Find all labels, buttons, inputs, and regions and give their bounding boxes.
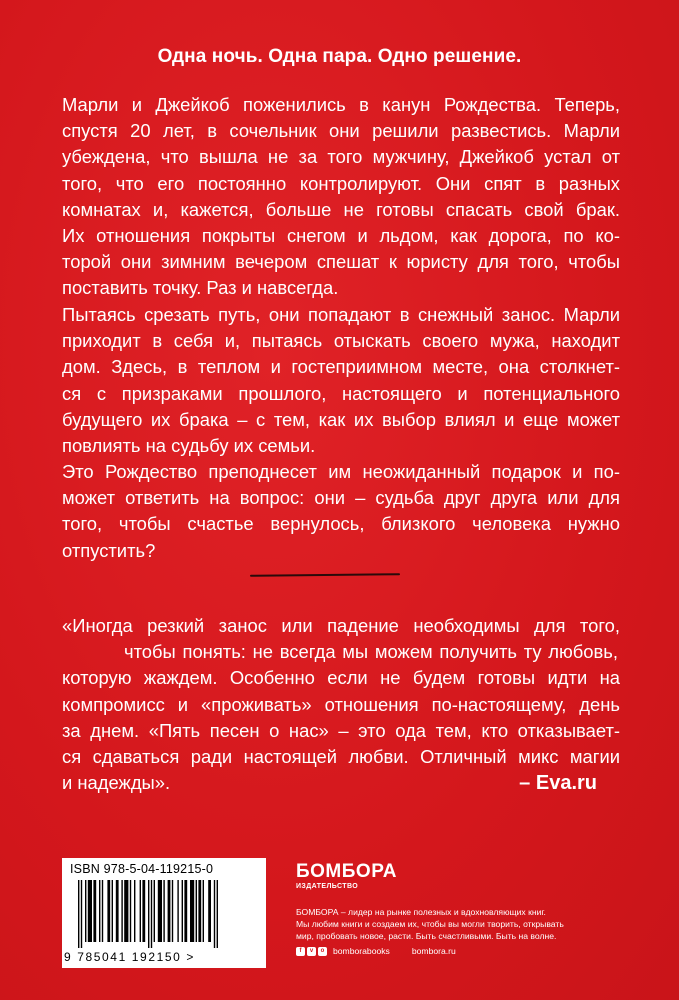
barcode-bar [142,880,145,942]
barcode-bar [198,880,201,942]
barcode-bar [172,880,173,942]
social-icon[interactable]: o [318,947,327,956]
barcode-bar [121,880,122,942]
barcode-bar [134,880,135,942]
social-icons [296,947,327,956]
barcode-bar [140,880,141,942]
synopsis-paragraph-2 [62,302,620,459]
text-line: ся сдаваться ради настоящей любви. Отличный микс магии [62,746,620,768]
barcode-bar [107,880,110,942]
synopsis-paragraph-3 [62,459,620,564]
text-line: того, чтобы счастье вернулось, близкого человека нужно [62,513,620,535]
text-line: дом. Здесь, в теплом и гостеприимном месте, она столкнет- [62,356,620,378]
text-line: Мы любим книги и создаем их, чтобы вы могли творить, открывать [296,919,564,929]
text-line: комнатах и, кажется, больше не готовы спасать свой брак. [62,198,620,220]
text-line: поставить точку. Раз и навсегда. [62,277,339,299]
text-line: ся с призраками прошлого, настоящего и потенциального [62,382,620,404]
barcode-bar [99,880,100,942]
barcode-bar [217,880,218,948]
text-line: будущего их брака – с тем, как их выбор влиял и еще может [62,408,620,430]
barcode-bar [112,880,113,942]
text-line: того, что его постоянно контролируют. Они спят в разных [62,172,620,194]
barcode-bar [88,880,92,942]
barcode-bar [116,880,119,942]
text-line: БОМБОРА – лидер на рынке полезных и вдохновляющих книг. [296,907,546,917]
barcode-bar [81,880,82,948]
publisher-description [296,906,626,942]
barcode-bar [190,880,194,942]
headline: Одна ночь. Одна пара. Одно решение. [157,46,522,67]
publisher-logo: БОМБОРА [296,861,397,882]
barcode-bar [102,880,103,942]
barcode-digits: 9 785041 192150 > [64,950,195,964]
review-quote [62,613,620,796]
text-line: может ответить на вопрос: они – судьба друг друга или для [62,487,620,509]
barcode-bar [177,880,178,942]
text-line: спустя 20 лет, в сочельник они решили развестись. Марли [62,120,620,142]
barcode-bar [93,880,96,942]
publisher-subtitle: ИЗДАТЕЛЬСТВО [296,883,359,890]
text-line: повлиять на судьбу их семьи. [62,435,316,457]
text-line: Марли и Джейкоб поженились в канун Рождества. Теперь, [62,94,620,115]
text-line: компромисс и «проживать» отношения по-настоящему, день [62,693,620,715]
text-line: Пытаясь срезать путь, они попадают в снежный занос. Марли [62,304,620,325]
barcode-bar [214,880,215,948]
text-line: чтобы понять: не всегда мы можем получить ту любовь, [124,641,618,663]
barcode-bar [148,880,149,948]
text-line: убеждена, что вышла не за того мужчину, Джейкоб устал от [62,146,620,168]
barcode-bar [124,880,128,942]
isbn-barcode [62,858,266,968]
barcode-bar [78,880,79,948]
barcode-bar [85,880,86,942]
barcode-bar [130,880,131,942]
synopsis-paragraph-1 [62,92,620,302]
social-icon[interactable]: f [296,947,305,956]
website-link[interactable]: bombora.ru [411,946,456,956]
text-line: «Иногда резкий занос или падение необходимы для того, [62,615,620,636]
social-handle[interactable]: bomborabooks [333,946,390,956]
quote-attribution: – Eva.ru [519,772,597,794]
barcode-bar [196,880,197,942]
text-line: Это Рождество преподнесет им неожиданный подарок и по- [62,461,620,482]
barcode-bar [184,880,187,942]
publisher-links [296,946,626,956]
barcode-bar [163,880,164,942]
divider [250,573,400,577]
text-line: приходит в себя и, пытаясь отыскать своего мужа, находит [62,330,620,352]
barcode-bar [182,880,183,942]
text-line: торой они зимним вечером спешат к юристу для того, чтобы [62,251,620,273]
barcode-bar [158,880,162,942]
text-line: за днем. «Пять песен о нас» – это ода тем, кто отказывает- [62,719,620,741]
publisher-block [296,862,626,956]
barcode-icon [68,880,260,948]
isbn-number: ISBN 978-5-04-119215-0 [70,862,214,876]
barcode-bar [154,880,155,942]
barcode-bar [151,880,152,948]
text-line: Их отношения покрыты снегом и льдом, как дорога, по ко- [62,225,620,247]
text-line: которую жаждем. Особенно если не будем готовы идти на [62,667,620,689]
text-line: мир, пробовать новое, расти. Быть счастливыми. Быть на волне. [296,931,557,941]
barcode-bar [208,880,211,942]
text-line: и надежды». [62,772,171,794]
social-icon[interactable]: v [307,947,316,956]
barcode-bar [168,880,171,942]
text-line: отпустить? [62,539,156,561]
barcode-bar [203,880,204,942]
